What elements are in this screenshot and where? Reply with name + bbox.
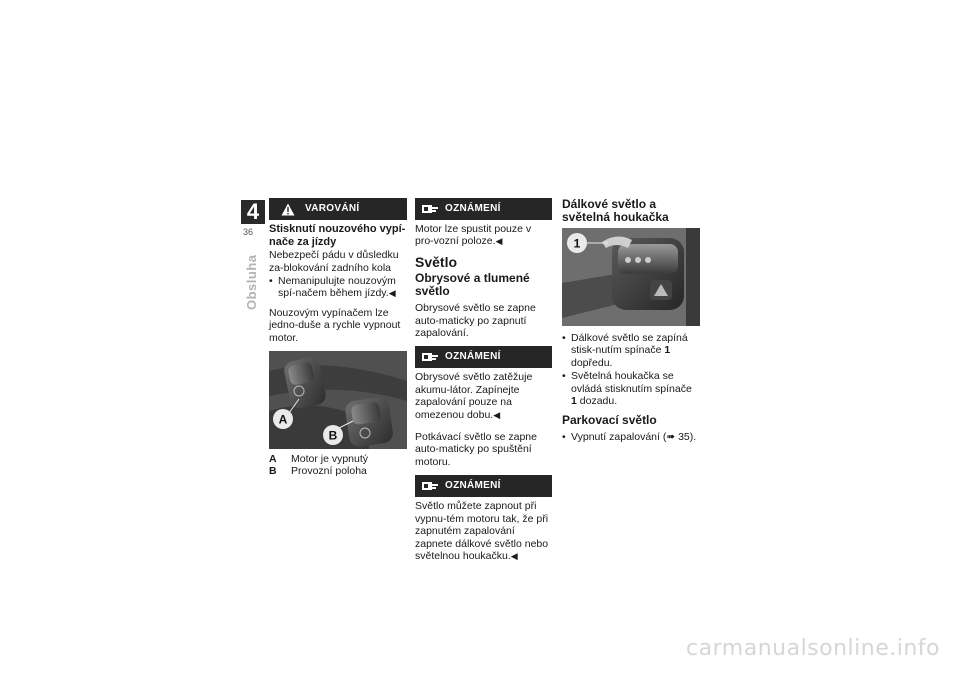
photo-label-b: B [328, 428, 338, 443]
page-number: 36 [243, 227, 254, 237]
list-item [562, 431, 700, 443]
end-mark-icon: ◀ [388, 288, 396, 299]
handlebar-switch-photo [562, 228, 700, 326]
notice-text [415, 371, 552, 421]
notice-banner [415, 198, 552, 220]
arrow-right-icon: ➠ [666, 431, 676, 444]
warning-banner [269, 198, 407, 220]
watermark: carmanualsonline.info [686, 636, 940, 661]
paragraph: Nouzovým vypínačem lze jedno-duše a rychle vypnout motor. [269, 306, 401, 344]
photo-label-a: A [278, 412, 288, 427]
subsection-title: Obrysové a tlumené světlo [415, 271, 530, 299]
notice-label: OZNÁMENÍ [445, 480, 501, 492]
chapter-tab [241, 200, 265, 310]
notice-text-content: Světlo můžete zapnout při vypnu-tém motoru tak, že při zapnutém zapalování zapnete dálkové světlo nebo světelnou houkačku. [415, 500, 549, 562]
notice-label: OZNÁMENÍ [445, 351, 501, 363]
photo-label-1: 1 [573, 236, 581, 251]
end-mark-icon: ◀ [510, 550, 518, 561]
list-item-text: ). [689, 431, 697, 444]
warning-text: Nebezpečí pádu v důsledku za-blokování zadního kola [269, 249, 399, 274]
legend-row-b [269, 465, 407, 477]
chapter-number: 4 [241, 200, 265, 224]
chapter-title: Obsluha [244, 254, 259, 310]
notice-hand-icon [421, 351, 441, 363]
column-2 [415, 198, 552, 569]
subsection-title: Parkovací světlo [562, 413, 657, 428]
notice-hand-icon [421, 480, 441, 492]
list-item-text: Světelná houkačka se ovládá stisknutím spínače [571, 370, 692, 395]
handlebar-switch-illustration [562, 228, 700, 326]
notice-text [415, 223, 552, 248]
list-item-text: Vypnutí zapalování ( [571, 431, 667, 444]
end-mark-icon: ◀ [495, 236, 503, 247]
warning-triangle-icon [281, 203, 301, 216]
notice-label: OZNÁMENÍ [445, 202, 501, 214]
switch-ref: 1 [571, 395, 577, 408]
legend-row-a [269, 453, 407, 465]
list-item [562, 370, 700, 407]
warning-bullet-text: Nemanipulujte nouzovým spí-načem během jízdy. [278, 275, 396, 300]
paragraph: Obrysové světlo se zapne auto-maticky po zapnutí zapalování. [415, 302, 536, 340]
switch-ref: 1 [664, 344, 671, 357]
section-title: Světlo [415, 253, 458, 270]
legend-key: A [269, 453, 277, 466]
subsection-title: Dálkové světlo a světelná houkačka [562, 197, 669, 224]
legend-text: Provozní poloha [291, 465, 367, 478]
list-item-text: dopředu. [571, 356, 613, 369]
notice-text [415, 500, 552, 562]
notice-banner [415, 475, 552, 497]
paragraph: Potkávací světlo se zapne auto-maticky po spuštění motoru. [415, 431, 537, 468]
notice-text-content: Motor lze spustit pouze v pro-vozní poloze. [415, 223, 532, 248]
notice-text-content: Obrysové světlo zatěžuje akumu-látor. Zapínejte zapalování pouze na omezenou dobu. [415, 371, 533, 421]
column-3 [562, 198, 700, 445]
column-1 [269, 198, 407, 478]
warning-label: VAROVÁNÍ [305, 202, 360, 214]
notice-banner [415, 346, 552, 368]
list-item [562, 332, 700, 369]
legend-key: B [269, 465, 277, 478]
warning-title: Stisknutí nouzového vypí-nače za jízdy [269, 223, 406, 248]
legend-text: Motor je vypnutý [291, 453, 369, 466]
notice-hand-icon [421, 203, 441, 215]
warning-bullet [269, 275, 407, 300]
kill-switch-photo [269, 351, 407, 449]
page-reference[interactable]: 35 [678, 431, 690, 444]
end-mark-icon: ◀ [493, 409, 501, 420]
list-item-text: dozadu. [579, 395, 618, 408]
kill-switch-illustration [269, 351, 407, 449]
list-item-text: Dálkové světlo se zapíná stisk-nutím spínače [571, 332, 688, 357]
